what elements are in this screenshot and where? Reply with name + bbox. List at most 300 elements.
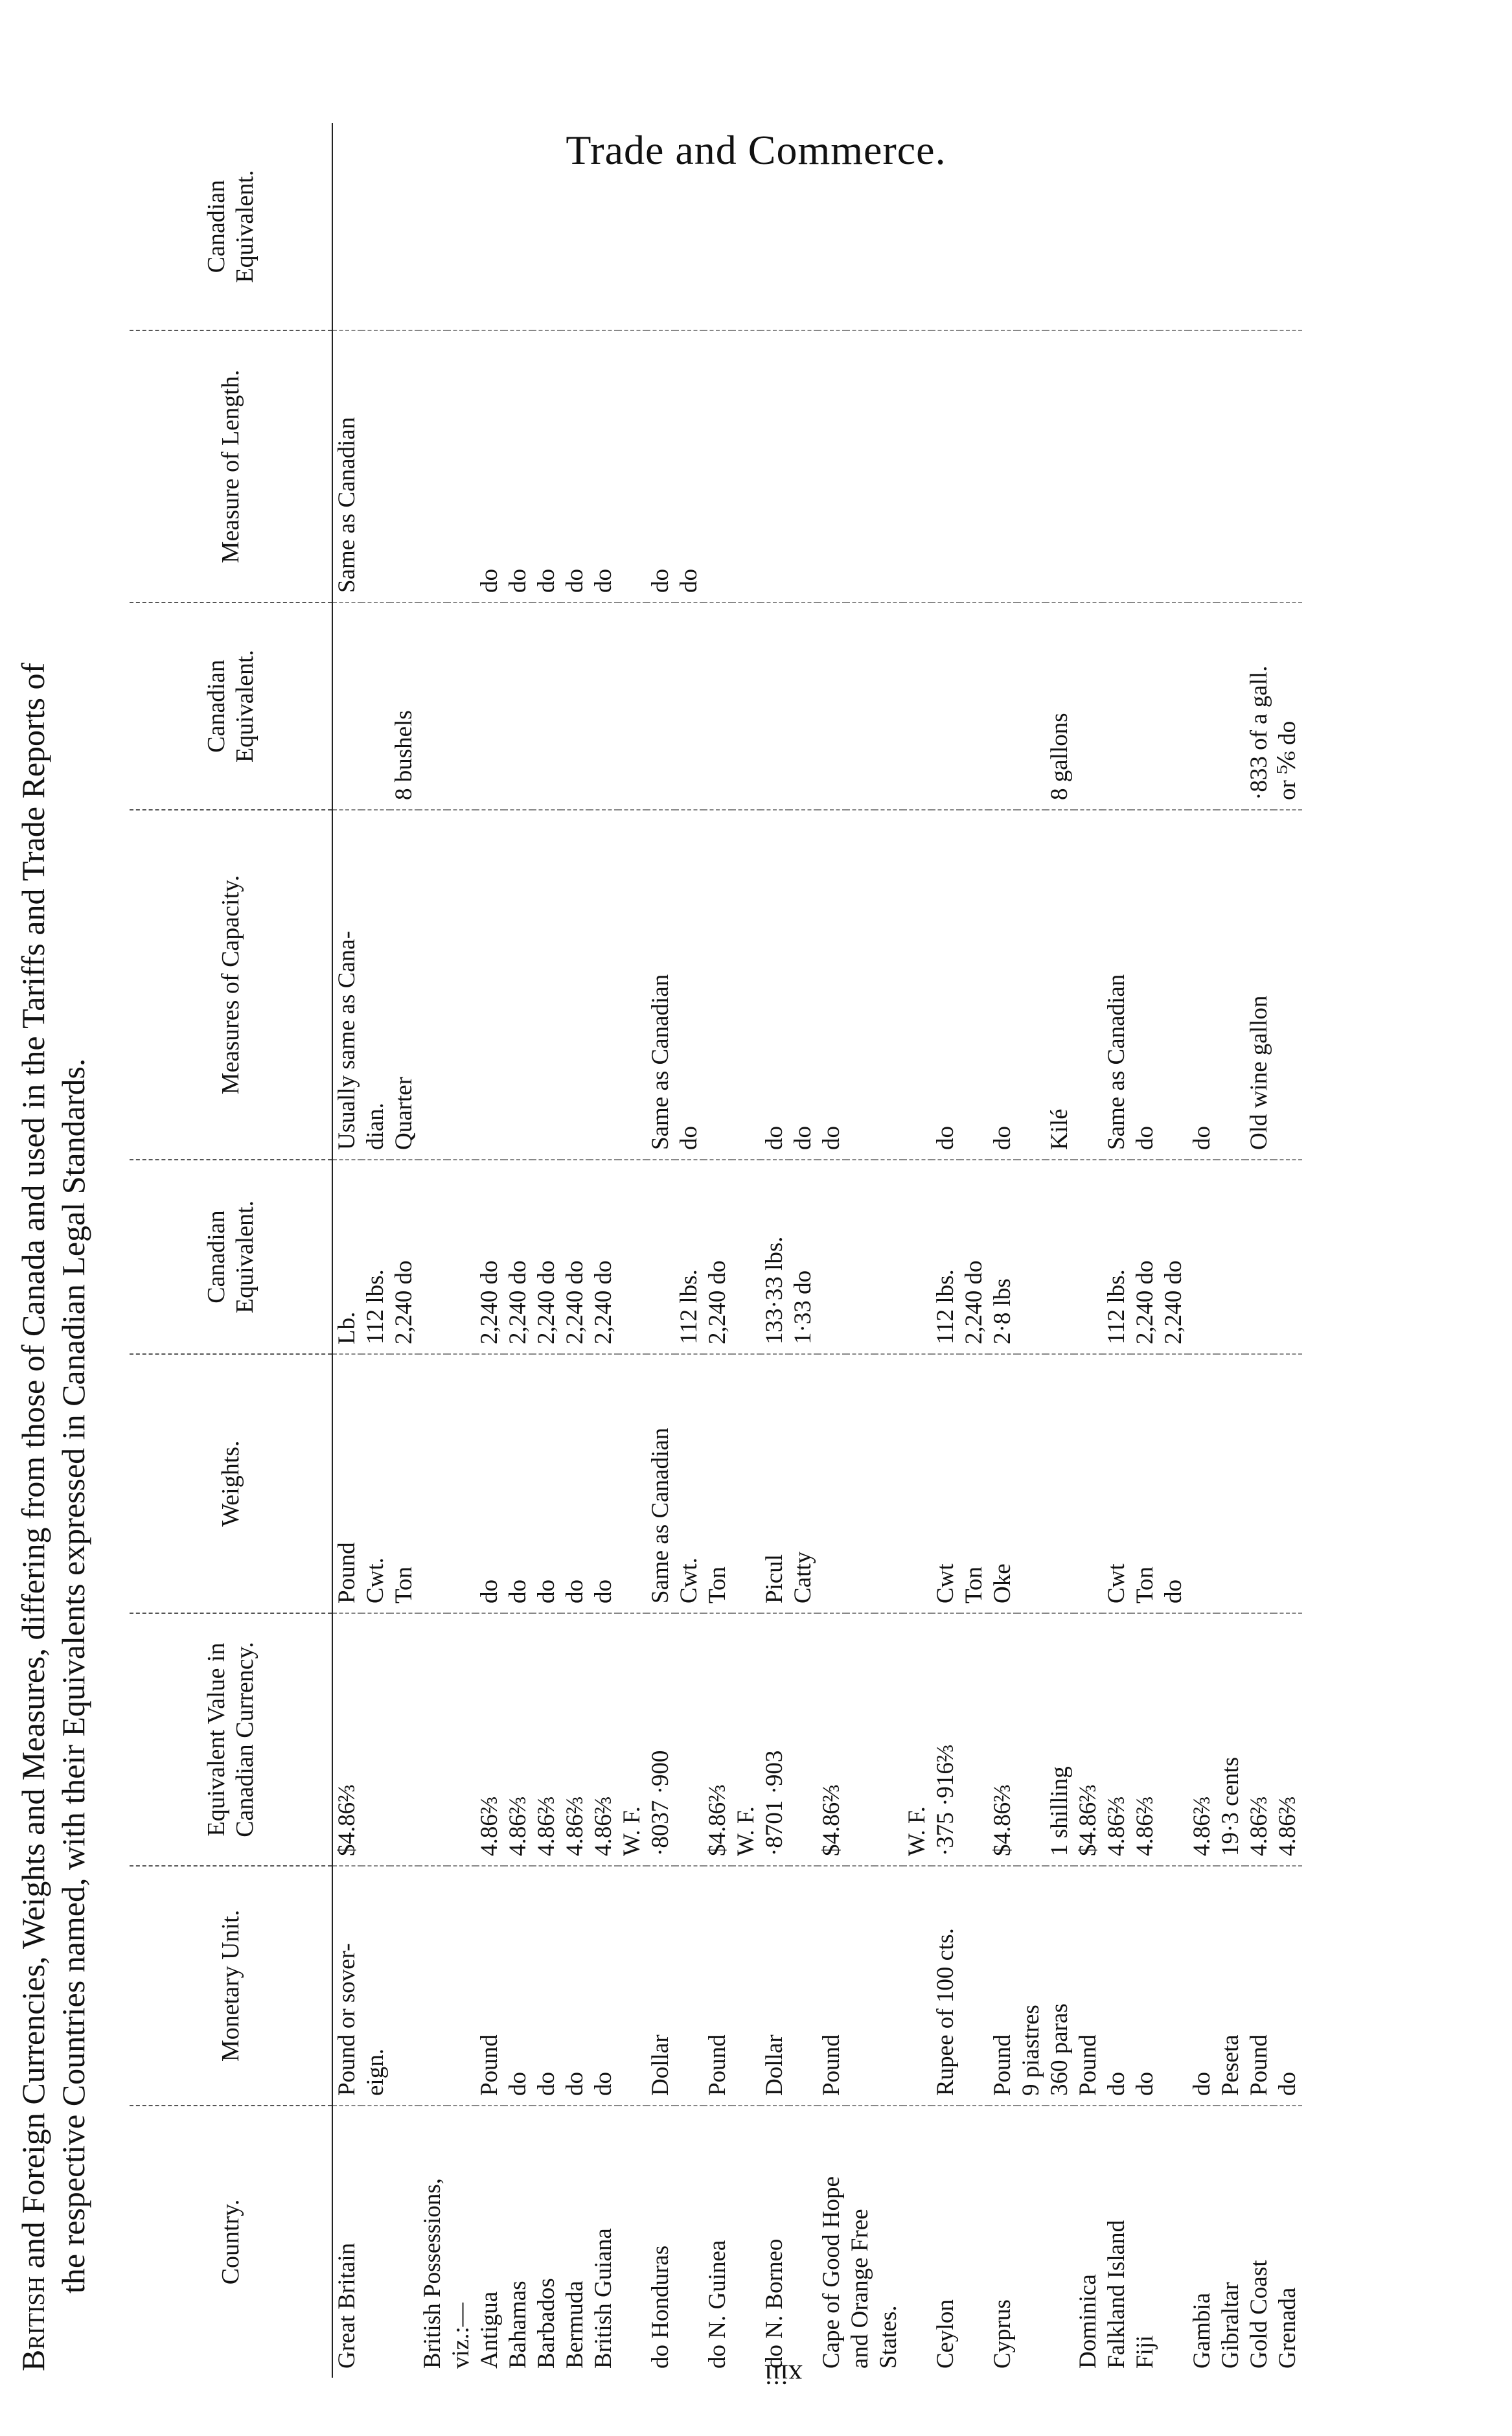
caption-line-1: and Foreign Currencies, Weights and Measures, differing from those of Canada and used in the Tariffs and Trade Reports of [15,662,51,2277]
table-cell [903,123,932,330]
table-cell [618,123,647,330]
table-cell [418,123,447,330]
table-cell [418,1613,447,1866]
table-row [647,123,675,2378]
table-cell: Dollar [761,1866,789,2106]
table-cell: Old wine gallon [1245,810,1274,1160]
table-row [1046,123,1074,2378]
table-cell [475,810,504,1160]
table-cell [1188,123,1217,330]
table-cell [960,330,989,603]
table-cell: Same as Canadian [332,330,361,603]
table-cell [647,603,675,810]
table-cell: Pound [818,1866,846,2106]
table-cell [732,1354,761,1613]
table-row [447,123,475,2378]
table-cell: 112 lbs. [1103,1160,1131,1354]
table-cell [818,603,846,810]
table-cell [732,1160,761,1354]
table-cell [704,123,732,330]
table-cell [675,1866,704,2106]
table-cell: Gibraltar [1217,2106,1245,2378]
table-cell [875,1866,903,2106]
table-cell [418,603,447,810]
table-cell [618,2106,647,2378]
table-cell: $4.86⅔ [704,1613,732,1866]
table-cell [390,123,418,330]
table-cell [1046,1354,1074,1613]
table-row [504,123,533,2378]
table-cell [732,123,761,330]
table-cell [1274,330,1302,603]
table-cell [590,810,618,1160]
table-cell [504,123,533,330]
table-row [1017,123,1046,2378]
table-cell: do [1103,1866,1131,2106]
table-cell: $4.86⅔ [818,1613,846,1866]
table-cell: 112 lbs. [675,1160,704,1354]
table-cell: Falkland Island [1103,2106,1131,2378]
table-cell: 4.86⅔ [1103,1613,1131,1866]
caption-line-2: the respective Countries named, with their Equivalents expressed in Canadian Legal Standards. [55,1058,91,2293]
table-cell: do [675,810,704,1160]
table-cell: Same as Canadian [1103,810,1131,1160]
table-cell: do [1131,810,1160,1160]
column-header: Country. [130,2106,332,2378]
table-cell: 4.86⅔ [1245,1613,1274,1866]
table-cell [789,1866,818,2106]
table-row [1103,123,1131,2378]
table-cell [1245,1354,1274,1613]
table-cell: 8 bushels [390,603,418,810]
table-cell [1274,123,1302,330]
table-cell [846,1613,875,1866]
table-cell [704,330,732,603]
table-row [1188,123,1217,2378]
table-cell [447,1613,475,1866]
table-cell: 2,240 do [1131,1160,1160,1354]
table-cell [789,2106,818,2378]
table-row [1131,123,1160,2378]
table-cell: Pound [1245,1866,1274,2106]
table-cell [361,2106,390,2378]
table-cell: ·8037 ·900 [647,1613,675,1866]
table-cell [647,123,675,330]
table-cell [675,123,704,330]
table-cell [1188,1354,1217,1613]
table-cell: Dominica [1074,2106,1103,2378]
table-cell: do [533,330,561,603]
table-cell [533,603,561,810]
table-cell [1046,2106,1074,2378]
table-row [1160,123,1188,2378]
table-cell [1160,603,1188,810]
table-cell [704,810,732,1160]
table-cell [846,810,875,1160]
page-number: xiii [764,2359,803,2391]
table-cell [1217,810,1245,1160]
table-cell [789,1613,818,1866]
table-cell [533,810,561,1160]
table-cell: Ton [704,1354,732,1613]
table-cell [590,603,618,810]
table-cell: Pound [704,1866,732,2106]
table-cell [732,603,761,810]
table-cell [960,810,989,1160]
table-cell [903,603,932,810]
table-cell: do [1274,1866,1302,2106]
table-cell: do [590,330,618,603]
table-cell: Antigua [475,2106,504,2378]
table-cell [1217,1354,1245,1613]
table-cell [875,603,903,810]
table-cell: do [1188,810,1217,1160]
table-cell [846,603,875,810]
table-cell [1274,810,1302,1160]
table-cell: Lb. [332,1160,361,1354]
table-cell [332,603,361,810]
table-cell: do [818,810,846,1160]
table-cell: do N. Borneo [761,2106,789,2378]
table-cell: 2,240 do [561,1160,590,1354]
table-row [1274,123,1302,2378]
table-cell [846,330,875,603]
table-cell [1188,1160,1217,1354]
table-cell: eign. [361,1866,390,2106]
table-cell [960,1866,989,2106]
table-cell [875,1160,903,1354]
currency-weights-measures-table [130,123,1302,2378]
table-cell [332,123,361,330]
table-cell [504,603,533,810]
table-cell: do N. Guinea [704,2106,732,2378]
table-cell: Ceylon [932,2106,960,2378]
table-row [1074,123,1103,2378]
table-cell: British Possessions, [418,2106,447,2378]
table-cell: do [675,330,704,603]
table-cell [1245,123,1274,330]
table-cell: do [1188,1866,1217,2106]
table-cell [618,810,647,1160]
table-cell [1017,603,1046,810]
table-cell [675,1613,704,1866]
table-cell [761,603,789,810]
table-cell [1074,1354,1103,1613]
table-cell [390,2106,418,2378]
table-row [1217,123,1245,2378]
table-cell [475,123,504,330]
table-cell [818,330,846,603]
table-cell: 2,240 do [704,1160,732,1354]
table-cell [1017,123,1046,330]
table-cell [903,810,932,1160]
table-cell [903,330,932,603]
table-cell [1131,330,1160,603]
table-cell [989,603,1017,810]
column-header: Canadian Equivalent. [130,603,332,810]
table-cell [447,123,475,330]
table-cell: 2,240 do [533,1160,561,1354]
table-cell: Cape of Good Hope [818,2106,846,2378]
table-cell: and Orange Free [846,2106,875,2378]
table-cell: 4.86⅔ [561,1613,590,1866]
table-cell [1017,1354,1046,1613]
table-cell: ·833 of a gall. [1245,603,1274,810]
table-cell: $4.86⅔ [1074,1613,1103,1866]
table-cell: Cyprus [989,2106,1017,2378]
table-cell [561,810,590,1160]
table-cell [932,603,960,810]
table-cell: ·8701 ·903 [761,1613,789,1866]
table-row [960,123,989,2378]
table-cell [1217,603,1245,810]
table-cell [1017,330,1046,603]
table-cell: 19·3 cents [1217,1613,1245,1866]
table-cell [475,603,504,810]
table-cell: do [475,1354,504,1613]
table-cell [390,1866,418,2106]
table-cell: 2,240 do [504,1160,533,1354]
table-header-row [130,123,332,2378]
table-cell: 2,240 do [1160,1160,1188,1354]
table-cell [447,810,475,1160]
table-cell: ·375 ·916⅔ [932,1613,960,1866]
table-row [590,123,618,2378]
table-cell: 2,240 do [390,1160,418,1354]
table-cell [361,603,390,810]
table-cell [989,330,1017,603]
table-row [418,123,447,2378]
table-row [761,123,789,2378]
table-cell: do [590,1866,618,2106]
table-row [732,123,761,2378]
column-header: Weights. [130,1354,332,1613]
table-cell [1074,1160,1103,1354]
table-cell [504,810,533,1160]
table-cell: do [1160,1354,1188,1613]
table-cell [960,1613,989,1866]
table-cell: Gold Coast [1245,2106,1274,2378]
table-cell [818,123,846,330]
table-cell [932,330,960,603]
table-cell: Cwt. [361,1354,390,1613]
table-cell [1074,330,1103,603]
table-cell [789,123,818,330]
table-cell [789,603,818,810]
table-row [704,123,732,2378]
table-cell: Picul [761,1354,789,1613]
table-row [675,123,704,2378]
table-cell [1245,1160,1274,1354]
table-cell: do [561,1354,590,1613]
table-cell [1217,1160,1245,1354]
table-cell [1074,603,1103,810]
table-row [618,123,647,2378]
table-cell [618,330,647,603]
table-cell [447,1354,475,1613]
table-cell: 1·33 do [789,1160,818,1354]
table-cell [618,603,647,810]
table-cell [1274,1354,1302,1613]
table-cell [1017,2106,1046,2378]
table-cell: Barbados [533,2106,561,2378]
table-cell [361,123,390,330]
table-cell [761,123,789,330]
table-cell: 4.86⅔ [533,1613,561,1866]
table-cell [732,810,761,1160]
table-cell: do [561,1866,590,2106]
table-cell: 2·8 lbs [989,1160,1017,1354]
table-cell [561,603,590,810]
table-cell: do [561,330,590,603]
table-cell [590,123,618,330]
table-cell [1046,1160,1074,1354]
table-cell [903,1160,932,1354]
table-cell: do [475,330,504,603]
table-cell: Cwt. [675,1354,704,1613]
table-cell [846,1866,875,2106]
table-cell [1274,1160,1302,1354]
table-cell [1103,123,1131,330]
table-cell: Pound [475,1866,504,2106]
table-cell: Oke [989,1354,1017,1613]
table-row [875,123,903,2378]
table-cell: Same as Canadian [647,1354,675,1613]
table-cell [818,1160,846,1354]
table-cell [818,1354,846,1613]
table-body [332,123,1302,2378]
table-cell [361,330,390,603]
table-cell [732,2106,761,2378]
table-cell [960,123,989,330]
table-cell: Bahamas [504,2106,533,2378]
running-header: Trade and Commerce. [566,127,946,173]
table-cell: Quarter [390,810,418,1160]
table-cell [1245,330,1274,603]
table-cell [875,330,903,603]
table-cell: States. [875,2106,903,2378]
table-cell: 360 paras [1046,1866,1074,2106]
table-cell [1017,1613,1046,1866]
table-cell [1046,330,1074,603]
table-cell [675,2106,704,2378]
table-cell: British Guiana [590,2106,618,2378]
table-cell [1074,123,1103,330]
table-cell: Ton [1131,1354,1160,1613]
column-header: Monetary Unit. [130,1866,332,2106]
table-cell: Same as Canadian [647,810,675,1160]
table-cell [447,1160,475,1354]
table-cell: do [533,1354,561,1613]
table-cell: Rupee of 100 cts. [932,1866,960,2106]
table-cell [390,1613,418,1866]
table-cell [846,1160,875,1354]
table-cell [1160,123,1188,330]
table-row [789,123,818,2378]
table-cell: 112 lbs. [932,1160,960,1354]
table-cell [647,1160,675,1354]
table-caption [13,143,93,2371]
table-cell: do [789,810,818,1160]
table-cell: $4.86⅔ [989,1613,1017,1866]
table-cell: do [504,1354,533,1613]
table-cell: do [647,330,675,603]
column-header: Measures of Capacity. [130,810,332,1160]
column-header: Equivalent Value in Canadian Currency. [130,1613,332,1866]
table-cell [960,2106,989,2378]
table-cell: 4.86⅔ [1188,1613,1217,1866]
table-cell: viz.:— [447,2106,475,2378]
table-cell [618,1160,647,1354]
table-cell: Usually same as Cana- [332,810,361,1160]
table-cell [989,123,1017,330]
table-cell: do [1131,1866,1160,2106]
table-cell [903,1866,932,2106]
table-cell [1074,810,1103,1160]
table-cell: Cwt [1103,1354,1131,1613]
table-cell: Pound [989,1866,1017,2106]
table-row [533,123,561,2378]
table-cell: Ton [960,1354,989,1613]
table-cell [903,2106,932,2378]
table-cell [761,330,789,603]
table-cell [1103,603,1131,810]
table-cell: or ⅚ do [1274,603,1302,810]
table-cell [1160,810,1188,1160]
table-cell [960,603,989,810]
table-cell: Pound or sover- [332,1866,361,2106]
table-cell [1160,330,1188,603]
table-cell [390,330,418,603]
table-cell: Ton [390,1354,418,1613]
table-cell: 9 piastres [1017,1866,1046,2106]
table-cell: Cwt [932,1354,960,1613]
table-cell [704,603,732,810]
table-cell [1188,603,1217,810]
table-cell [361,1613,390,1866]
table-row [818,123,846,2378]
table-cell [1131,603,1160,810]
table-cell: Dollar [647,1866,675,2106]
table-cell [1131,123,1160,330]
table-cell: 4.86⅔ [1274,1613,1302,1866]
table-cell [1017,810,1046,1160]
table-cell: Pound [1074,1866,1103,2106]
table-cell [875,810,903,1160]
table-cell [418,810,447,1160]
rotated-table-block [0,117,1425,2384]
table-cell: Pound [332,1354,361,1613]
table-cell [1017,1160,1046,1354]
table-cell [447,330,475,603]
table-cell [903,1354,932,1613]
table-cell: do [504,330,533,603]
table-cell: dian. [361,810,390,1160]
table-cell [418,1160,447,1354]
table-cell [418,1866,447,2106]
table-cell: Grenada [1274,2106,1302,2378]
column-header: Canadian Equivalent. [130,1160,332,1354]
table-row [332,123,361,2378]
table-cell: Gambia [1188,2106,1217,2378]
table-cell [618,1866,647,2106]
table-cell: W. F. [732,1613,761,1866]
table-cell [846,123,875,330]
table-cell [561,123,590,330]
table-row [475,123,504,2378]
table-cell: 112 lbs. [361,1160,390,1354]
table-cell: 8 gallons [1046,603,1074,810]
